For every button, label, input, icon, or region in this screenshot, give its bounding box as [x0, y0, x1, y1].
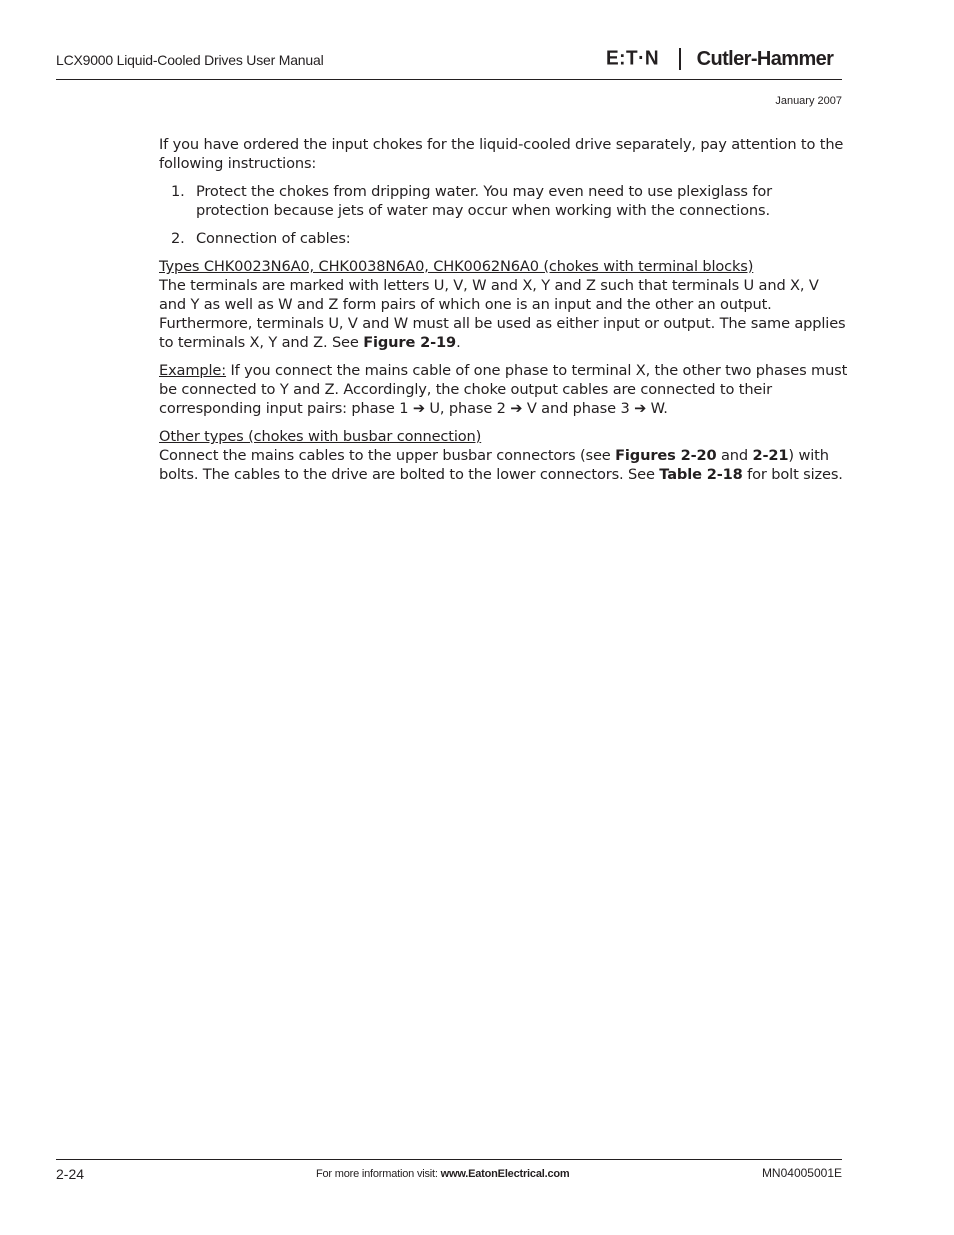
figures-reference: Figures 2-20: [615, 447, 717, 464]
figure-reference: Figure 2-19: [363, 334, 457, 351]
intro-paragraph: If you have ordered the input chokes for the liquid-cooled drive separately, pay attention to the following instructions:: [159, 136, 844, 172]
website-link[interactable]: www.EatonElectrical.com: [440, 1168, 570, 1180]
more-info-line: [316, 1168, 569, 1180]
page-content: [159, 135, 849, 493]
example-paragraph: [159, 361, 849, 418]
table-reference: Table 2-18: [659, 466, 743, 483]
busbar-text: ) with bolts. The cables to the drive are bolted to the lower connectors. See: [159, 447, 829, 483]
step-number: 1.: [171, 183, 185, 200]
document-number: MN04005001E: [761, 1166, 842, 1180]
more-info-label: For more information visit:: [316, 1168, 441, 1180]
publication-date: January 2007: [775, 95, 842, 107]
cutler-hammer-logo: Cutler-Hammer: [696, 47, 834, 70]
brand-logo: [606, 46, 833, 72]
eaton-logo: E:T·N: [606, 47, 660, 70]
manual-title: LCX9000 Liquid-Cooled Drives User Manual: [56, 52, 324, 68]
list-item: [159, 229, 849, 248]
terminal-block-end: .: [456, 334, 461, 351]
terminal-block-section: [159, 257, 849, 352]
footer-rule: [56, 1159, 842, 1160]
busbar-text: for bolt sizes.: [742, 466, 843, 483]
example-text: If you connect the mains cable of one phase to terminal X, the other two phases must be connected to Y and Z. Accordingly, the choke output cables are connected to their corresponding input pairs: phase 1 ➔ U, phase 2 ➔ V and phase 3 ➔ W.: [159, 362, 848, 417]
terminal-block-heading: Types CHK0023N6A0, CHK0038N6A0, CHK0062N6A0 (chokes with terminal blocks): [159, 258, 754, 275]
step-number: 2.: [171, 230, 185, 247]
list-item: [159, 182, 849, 220]
figure-reference: 2-21: [752, 447, 789, 464]
page-number: 2-24: [56, 1166, 85, 1182]
logo-divider: [679, 48, 681, 70]
busbar-heading: Other types (chokes with busbar connection): [159, 428, 482, 445]
busbar-text: Connect the mains cables to the upper busbar connectors (see: [159, 447, 616, 464]
example-label: Example:: [159, 362, 227, 379]
busbar-section: [159, 427, 849, 484]
busbar-text: and: [716, 447, 753, 464]
step-text: Connection of cables:: [196, 230, 351, 247]
header-rule: [56, 79, 842, 80]
step-text: Protect the chokes from dripping water. You may even need to use plexiglass for protection because jets of water may occur when working with the connections.: [196, 183, 772, 219]
terminal-block-text: The terminals are marked with letters U, V, W and X, Y and Z such that terminals U and X, V and Y as well as W and Z form pairs of which one is an input and the other an output. Furthermore, terminals U, V and W must all be used as either input or output. The same applies to terminals X, Y and Z. See: [159, 277, 846, 351]
instruction-list: [159, 182, 849, 248]
